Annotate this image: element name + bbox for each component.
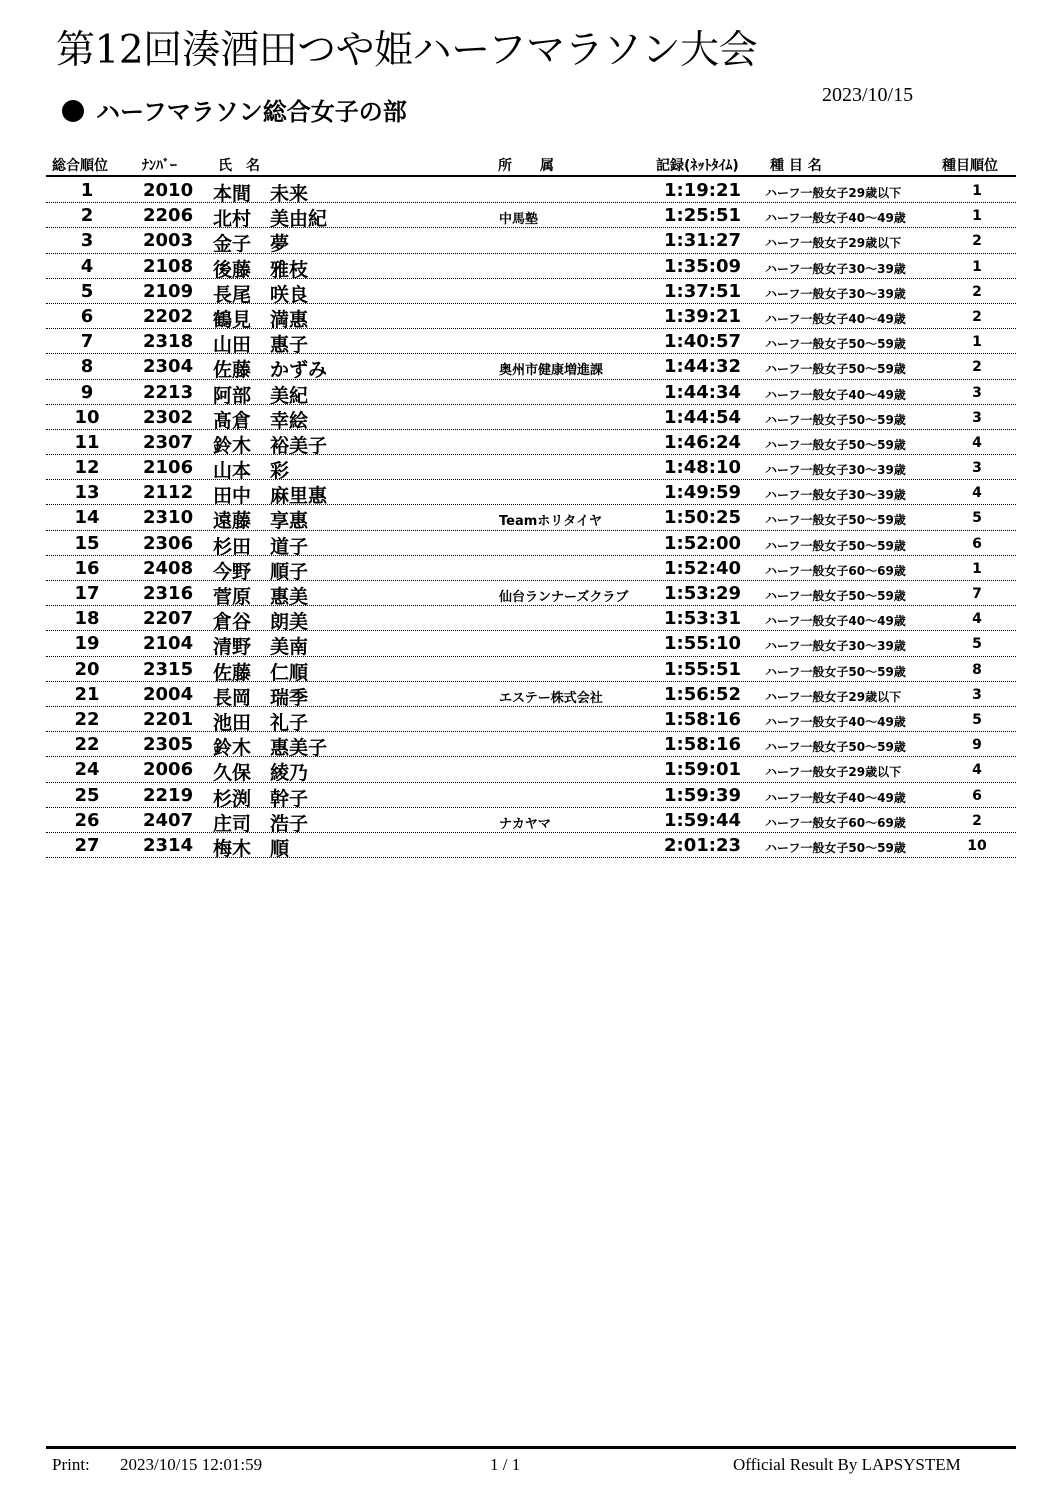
table-row — [46, 505, 1016, 533]
row-bib: 2407 — [143, 809, 194, 831]
row-category: ハーフ一般女子50～59歳 — [765, 840, 906, 855]
table-row — [46, 783, 1016, 808]
row-category: ハーフ一般女子50～59歳 — [765, 412, 906, 427]
header-affiliation: 所 属 — [498, 158, 554, 174]
row-category-rank: 2 — [972, 308, 982, 325]
row-bib: 2318 — [143, 331, 194, 353]
row-name: 長岡 瑞季 — [213, 686, 309, 709]
results-table — [46, 178, 1016, 858]
row-category: ハーフ一般女子29歳以下 — [765, 236, 902, 251]
row-time: 1:39:21 — [663, 305, 741, 327]
row-rank: 6 — [80, 305, 94, 327]
row-name: 鈴木 裕美子 — [213, 434, 328, 457]
row-category: ハーフ一般女子50～59歳 — [765, 513, 906, 528]
row-category-rank: 1 — [972, 208, 982, 225]
row-category: ハーフ一般女子40～49歳 — [765, 311, 906, 326]
row-category: ハーフ一般女子40～49歳 — [765, 614, 906, 629]
row-bib: 2106 — [143, 457, 194, 479]
row-category: ハーフ一般女子60～69歳 — [765, 563, 906, 578]
row-time: 1:50:25 — [663, 507, 741, 529]
row-category-rank: 4 — [972, 434, 982, 451]
row-category-rank: 5 — [972, 636, 982, 653]
row-bib: 2104 — [143, 633, 194, 655]
row-time: 1:44:34 — [663, 381, 741, 403]
row-category-rank: 1 — [972, 183, 982, 199]
row-rank: 8 — [80, 356, 94, 378]
row-category: ハーフ一般女子30～39歳 — [765, 261, 906, 276]
table-row — [46, 304, 1016, 329]
row-category-rank: 10 — [967, 837, 987, 854]
row-rank: 5 — [80, 280, 94, 302]
table-row — [46, 254, 1016, 279]
row-category-rank: 7 — [972, 586, 982, 602]
row-rank: 11 — [74, 431, 100, 453]
table-row — [46, 531, 1016, 556]
row-name: 庄司 浩子 — [213, 812, 309, 835]
row-category-rank: 4 — [972, 611, 982, 628]
row-bib: 2310 — [143, 507, 194, 529]
row-bib: 2109 — [143, 280, 194, 302]
row-time: 1:31:27 — [663, 230, 741, 252]
row-time: 1:19:21 — [663, 180, 741, 201]
row-name: 佐藤 仁順 — [213, 661, 309, 684]
row-category-rank: 2 — [972, 359, 982, 376]
row-affiliation: Teamホリタイヤ — [499, 514, 603, 530]
row-category: ハーフ一般女子40～49歳 — [765, 790, 906, 805]
page-title: 第12回湊酒田つや姫ハーフマラソン大会 — [56, 28, 758, 73]
row-category-rank: 1 — [972, 258, 982, 275]
table-header — [46, 153, 1016, 177]
row-rank: 12 — [74, 457, 100, 479]
row-category: ハーフ一般女子30～39歳 — [765, 488, 906, 503]
row-category-rank: 4 — [972, 762, 982, 779]
row-time: 1:53:29 — [663, 583, 741, 604]
row-bib: 2305 — [143, 734, 194, 756]
row-category: ハーフ一般女子50～59歳 — [765, 538, 906, 553]
row-category: ハーフ一般女子60～69歳 — [765, 815, 906, 830]
row-rank: 21 — [74, 683, 100, 705]
table-row — [46, 380, 1016, 405]
row-name: 北村 美由紀 — [213, 208, 328, 231]
row-category: ハーフ一般女子29歳以下 — [765, 765, 902, 780]
row-name: 金子 夢 — [213, 233, 290, 256]
row-category-rank: 6 — [972, 535, 982, 552]
row-affiliation: 中馬塾 — [499, 212, 539, 228]
row-category: ハーフ一般女子30～39歳 — [765, 463, 906, 478]
row-bib: 2010 — [143, 180, 194, 201]
row-rank: 2 — [80, 205, 94, 227]
row-name: 今野 順子 — [213, 560, 309, 583]
row-time: 1:37:51 — [663, 280, 741, 302]
row-bib: 2302 — [143, 406, 194, 428]
row-rank: 17 — [74, 583, 100, 604]
row-name: 杉渕 幹子 — [213, 787, 309, 810]
row-affiliation: ナカヤマ — [499, 816, 551, 832]
row-bib: 2315 — [143, 658, 194, 680]
event-date: 2023/10/15 — [822, 84, 914, 106]
row-name: 遠藤 享惠 — [213, 510, 309, 533]
row-rank: 18 — [74, 608, 100, 630]
footer-page-number: 1 / 1 — [490, 1455, 521, 1474]
row-affiliation: 仙台ランナーズクラブ — [499, 590, 629, 605]
table-row — [46, 354, 1016, 382]
row-time: 1:40:57 — [663, 331, 741, 353]
row-name: 倉谷 朗美 — [213, 611, 309, 634]
row-affiliation: 奥州市健康増進課 — [499, 363, 604, 379]
row-name: 杉田 道子 — [213, 535, 309, 558]
row-time: 1:56:52 — [663, 683, 741, 705]
row-rank: 13 — [74, 482, 100, 504]
header-time: 記録(ﾈｯﾄﾀｲﾑ) — [656, 158, 739, 174]
row-category-rank: 8 — [972, 661, 982, 678]
row-category: ハーフ一般女子30～39歳 — [765, 639, 906, 654]
row-category-rank: 9 — [972, 737, 982, 754]
row-rank: 4 — [80, 255, 94, 277]
row-category-rank: 5 — [972, 711, 982, 728]
row-affiliation: エステー株式会社 — [499, 690, 603, 706]
table-row — [46, 228, 1016, 256]
table-row — [46, 631, 1016, 659]
row-bib: 2206 — [143, 205, 194, 227]
row-bib: 2202 — [143, 305, 194, 327]
row-name: 本間 未来 — [213, 183, 309, 205]
row-time: 1:59:39 — [663, 784, 741, 806]
header-name: 氏 名 — [218, 158, 260, 174]
row-time: 1:35:09 — [663, 255, 741, 277]
table-row — [46, 556, 1016, 581]
table-row — [46, 203, 1016, 231]
row-bib: 2219 — [143, 784, 194, 806]
row-time: 1:25:51 — [663, 205, 741, 227]
row-category-rank: 4 — [972, 485, 982, 502]
row-rank: 9 — [80, 381, 94, 403]
row-bib: 2004 — [143, 683, 194, 705]
row-bib: 2006 — [143, 759, 194, 781]
row-category-rank: 3 — [972, 460, 982, 477]
table-row — [46, 657, 1016, 682]
row-bib: 2314 — [143, 834, 194, 856]
footer-official-result: Official Result By LAPSYSTEM — [733, 1455, 961, 1474]
section-title-text: ハーフマラソン総合女子の部 — [96, 98, 407, 126]
table-row — [46, 833, 1016, 858]
row-category-rank: 2 — [972, 283, 982, 300]
row-bib: 2408 — [143, 557, 194, 579]
row-time: 1:58:16 — [663, 708, 741, 730]
row-name: 佐藤 かずみ — [213, 359, 328, 382]
row-name: 菅原 惠美 — [213, 586, 309, 608]
row-category-rank: 1 — [972, 560, 982, 577]
row-name: 山田 惠子 — [213, 334, 309, 357]
table-row — [46, 455, 1016, 483]
row-category-rank: 2 — [972, 812, 982, 829]
table-row — [46, 757, 1016, 785]
row-name: 鶴見 満惠 — [213, 308, 309, 331]
header-rank: 総合順位 — [52, 158, 108, 174]
row-name: 鈴木 惠美子 — [213, 737, 328, 760]
table-row — [46, 581, 1016, 606]
row-rank: 3 — [80, 230, 94, 252]
row-rank: 15 — [74, 532, 100, 554]
row-category-rank: 3 — [972, 409, 982, 426]
header-category: 種 目 名 — [770, 158, 822, 174]
row-name: 久保 綾乃 — [213, 762, 309, 785]
footer-print-datetime: 2023/10/15 12:01:59 — [120, 1455, 263, 1474]
row-time: 1:58:16 — [663, 734, 741, 756]
row-category-rank: 3 — [972, 686, 982, 703]
table-row — [46, 808, 1016, 833]
row-bib: 2003 — [143, 230, 194, 252]
row-rank: 19 — [74, 633, 100, 655]
row-rank: 22 — [74, 708, 100, 730]
row-bib: 2207 — [143, 608, 194, 630]
header-category-rank: 種目順位 — [942, 158, 998, 174]
row-time: 2:01:23 — [663, 834, 741, 856]
row-category: ハーフ一般女子50～59歳 — [765, 337, 906, 352]
row-bib: 2213 — [143, 381, 194, 403]
row-category-rank: 3 — [972, 384, 982, 401]
row-time: 1:46:24 — [663, 431, 741, 453]
row-category: ハーフ一般女子40～49歳 — [765, 714, 906, 729]
row-category: ハーフ一般女子29歳以下 — [765, 689, 902, 704]
row-rank: 16 — [74, 557, 100, 579]
row-name: 阿部 美紀 — [213, 384, 309, 407]
row-category: ハーフ一般女子50～59歳 — [765, 740, 906, 755]
footer-print-label: Print: — [52, 1455, 90, 1474]
row-bib: 2306 — [143, 532, 194, 554]
row-bib: 2201 — [143, 708, 194, 730]
row-rank: 22 — [74, 734, 100, 756]
row-category: ハーフ一般女子40～49歳 — [765, 211, 906, 226]
row-bib: 2307 — [143, 431, 194, 453]
row-category: ハーフ一般女子29歳以下 — [765, 186, 902, 200]
table-row — [46, 430, 1016, 455]
row-time: 1:59:44 — [663, 809, 741, 831]
row-rank: 7 — [80, 331, 94, 353]
section-title — [62, 96, 407, 128]
table-row — [46, 707, 1016, 732]
row-rank: 14 — [74, 507, 100, 529]
row-rank: 25 — [74, 784, 100, 806]
table-row — [46, 732, 1016, 760]
row-category: ハーフ一般女子50～59歳 — [765, 437, 906, 452]
bullet-icon — [62, 100, 84, 122]
row-rank: 1 — [80, 180, 94, 201]
row-name: 清野 美南 — [213, 636, 309, 659]
row-name: 山本 彩 — [213, 460, 290, 483]
table-row — [46, 178, 1016, 203]
row-time: 1:53:31 — [663, 608, 741, 630]
row-name: 池田 礼子 — [213, 711, 309, 734]
table-row — [46, 480, 1016, 508]
row-name: 田中 麻里惠 — [213, 485, 328, 508]
row-name: 後藤 雅枝 — [213, 258, 309, 281]
table-row — [46, 606, 1016, 634]
row-category: ハーフ一般女子50～59歳 — [765, 589, 906, 603]
row-time: 1:44:54 — [663, 406, 741, 428]
row-bib: 2112 — [143, 482, 194, 504]
header-bib: ﾅﾝﾊﾞｰ — [142, 158, 177, 174]
row-rank: 10 — [74, 406, 100, 428]
row-time: 1:52:00 — [663, 532, 741, 554]
row-time: 1:52:40 — [663, 557, 741, 579]
row-bib: 2108 — [143, 255, 194, 277]
row-rank: 24 — [74, 759, 100, 781]
row-time: 1:55:51 — [663, 658, 741, 680]
table-row — [46, 329, 1016, 357]
row-rank: 27 — [74, 834, 100, 856]
row-time: 1:44:32 — [663, 356, 741, 378]
row-name: 梅木 順 — [213, 837, 290, 860]
row-rank: 26 — [74, 809, 100, 831]
row-time: 1:55:10 — [663, 633, 741, 655]
row-bib: 2316 — [143, 583, 194, 604]
row-category-rank: 1 — [972, 334, 982, 351]
row-time: 1:59:01 — [663, 759, 741, 781]
row-category: ハーフ一般女子50～59歳 — [765, 664, 906, 679]
row-name: 髙倉 幸絵 — [213, 409, 309, 432]
row-time: 1:49:59 — [663, 482, 741, 504]
row-bib: 2304 — [143, 356, 194, 378]
row-category-rank: 2 — [972, 233, 982, 250]
row-name: 長尾 咲良 — [213, 283, 309, 306]
row-category: ハーフ一般女子30～39歳 — [765, 286, 906, 301]
row-time: 1:48:10 — [663, 457, 741, 479]
row-category-rank: 5 — [972, 510, 982, 527]
table-row — [46, 279, 1016, 304]
row-category-rank: 6 — [972, 787, 982, 804]
row-rank: 20 — [74, 658, 100, 680]
table-row — [46, 682, 1016, 707]
row-category: ハーフ一般女子40～49歳 — [765, 387, 906, 402]
table-row — [46, 405, 1016, 430]
footer-divider — [46, 1446, 1016, 1449]
row-category: ハーフ一般女子50～59歳 — [765, 362, 906, 377]
